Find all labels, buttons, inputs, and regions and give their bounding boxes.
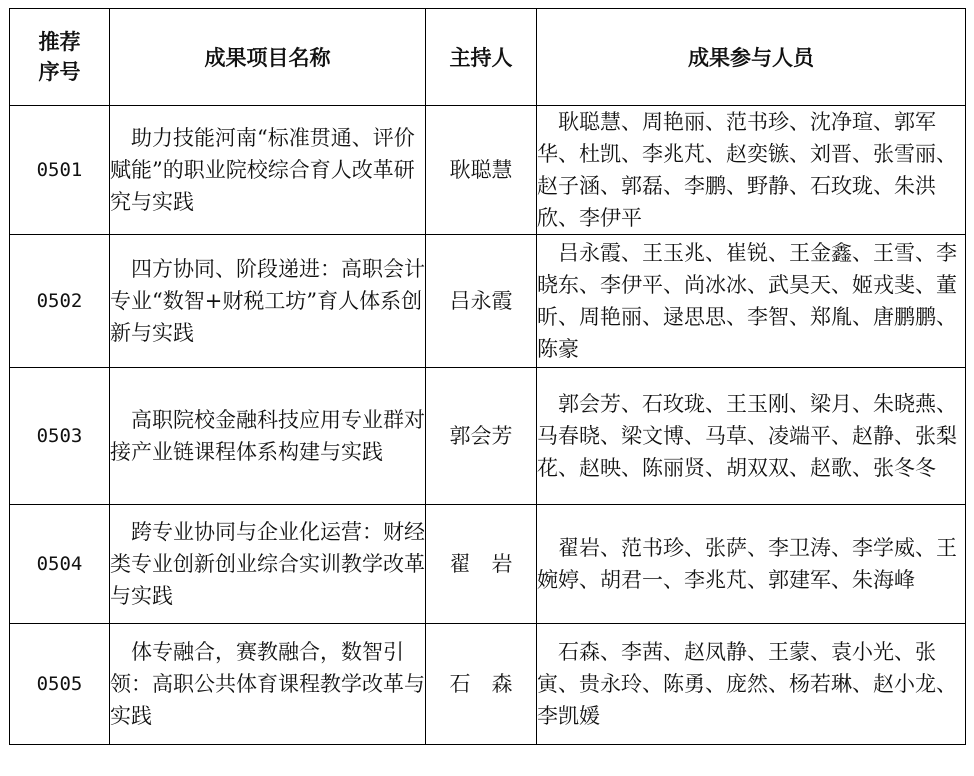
row-number: 0504 [10, 505, 110, 624]
member-list: 郭会芳、石玫珑、王玉刚、梁月、朱晓燕、马春晓、梁文博、马草、凌端平、赵静、张梨花、赵映、陈丽贤、胡双双、赵歌、张冬冬 [537, 368, 966, 505]
project-name: 四方协同、阶段递进：高职会计专业“数智+财税工坊”育人体系创新与实践 [110, 235, 426, 368]
host-name: 耿聪慧 [426, 106, 537, 235]
host-name: 吕永霞 [426, 235, 537, 368]
achievements-table [9, 8, 966, 745]
header-host: 主持人 [426, 9, 537, 106]
project-name: 助力技能河南“标准贯通、评价赋能”的职业院校综合育人改革研究与实践 [110, 106, 426, 235]
table-row [10, 505, 966, 624]
table-row [10, 368, 966, 505]
row-number: 0501 [10, 106, 110, 235]
header-members: 成果参与人员 [537, 9, 966, 106]
member-list: 吕永霞、王玉兆、崔锐、王金鑫、王雪、李晓东、李伊平、尚冰冰、武昊天、姬戎斐、董昕、周艳丽、逯思思、李智、郑胤、唐鹏鹏、陈豪 [537, 235, 966, 368]
header-project-name: 成果项目名称 [110, 9, 426, 106]
project-name: 高职院校金融科技应用专业群对接产业链课程体系构建与实践 [110, 368, 426, 505]
row-number: 0502 [10, 235, 110, 368]
row-number: 0505 [10, 624, 110, 745]
table-row [10, 624, 966, 745]
host-name: 翟 岩 [426, 505, 537, 624]
project-name: 体专融合，赛教融合，数智引领：高职公共体育课程教学改革与实践 [110, 624, 426, 745]
row-number: 0503 [10, 368, 110, 505]
member-list: 石森、李茜、赵凤静、王蒙、袁小光、张寅、贵永玲、陈勇、庞然、杨若琳、赵小龙、李凯媛 [537, 624, 966, 745]
table-row [10, 235, 966, 368]
host-name: 郭会芳 [426, 368, 537, 505]
header-recommend-number: 推荐序号 [10, 9, 110, 106]
member-list: 翟岩、范书珍、张萨、李卫涛、李学威、王婉婷、胡君一、李兆芃、郭建军、朱海峰 [537, 505, 966, 624]
project-name: 跨专业协同与企业化运营：财经类专业创新创业综合实训教学改革与实践 [110, 505, 426, 624]
table-row [10, 106, 966, 235]
table-header-row [10, 9, 966, 106]
member-list: 耿聪慧、周艳丽、范书珍、沈净瑄、郭军华、杜凯、李兆芃、赵奕镞、刘晋、张雪丽、赵子涵、郭磊、李鹏、野静、石玫珑、朱洪欣、李伊平 [537, 106, 966, 235]
host-name: 石 森 [426, 624, 537, 745]
